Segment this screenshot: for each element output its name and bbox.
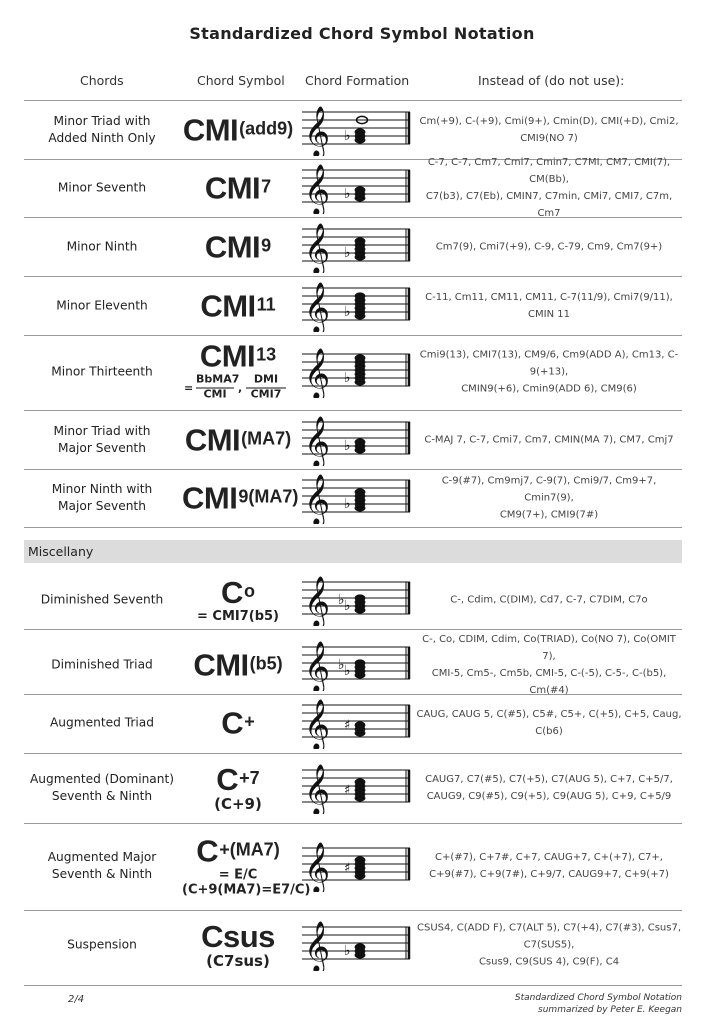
chord-staff — [302, 758, 412, 818]
chord-symbol-suffix: +7 — [239, 767, 260, 788]
chord-symbol — [182, 170, 294, 206]
chord-equivalent: = E/C — [218, 867, 258, 883]
chord-name-line: Seventh & Ninth — [51, 867, 153, 881]
alternate-line: C-, Cdim, C(DIM), Cd7, C-7, C7DIM, C7o — [450, 594, 648, 606]
svg-text:𝄞: 𝄞 — [304, 641, 331, 691]
svg-text:𝄞: 𝄞 — [304, 106, 331, 156]
svg-text:♭: ♭ — [344, 245, 351, 261]
chord-symbol-suffix: (b5) — [249, 653, 283, 674]
alternate-symbols — [416, 347, 682, 398]
chord-symbol-main: CMI — [182, 480, 238, 516]
chord-symbol-suffix: 7 — [261, 176, 272, 197]
chord-symbol-suffix: (add9) — [239, 118, 294, 139]
alternate-line: CMI-5, Cm5-, Cm5b, CMI-5, C-(-5), C-5-, C-(b5), Cm(#4) — [431, 668, 667, 696]
chord-name — [24, 364, 180, 381]
chord-staff — [302, 570, 412, 630]
alternate-line: C-MAJ 7, C-7, Cmi7, Cm7, CMIN(MA 7), CM7, Cmj7 — [424, 434, 674, 446]
alternate-line: Csus9, C9(SUS 4), C9(F), C4 — [478, 956, 620, 968]
svg-text:♭: ♭ — [338, 592, 345, 608]
chord-name — [24, 298, 180, 315]
chord-name — [24, 180, 180, 197]
row-divider — [24, 985, 682, 986]
alternate-line: C-, Co, CDIM, Cdim, Co(TRIAD), Co(NO 7), Co(OMIT 7), — [422, 634, 676, 662]
chord-symbol-main: CMI — [182, 112, 239, 148]
chord-name — [24, 113, 180, 147]
alternate-symbols — [416, 239, 682, 256]
chord-name-line: Minor Thirteenth — [51, 364, 153, 379]
footer-author: summarized by Peter E. Keegan — [538, 1005, 682, 1015]
chord-symbol-suffix: +(MA7) — [219, 839, 280, 860]
chord-staff — [302, 693, 412, 753]
header-symbol: Chord Symbol — [197, 73, 285, 88]
svg-text:♭: ♭ — [344, 304, 351, 320]
row-divider — [24, 823, 682, 824]
chord-name-line: Suspension — [67, 937, 137, 952]
chord-symbol — [182, 577, 294, 623]
alternate-symbols — [416, 473, 682, 524]
alternate-line: C-11, Cm11, CM11, CM11, C-7(11/9), Cmi7(9/11), CMIN 11 — [425, 292, 673, 320]
chord-symbol-suffix: + — [244, 711, 255, 732]
chord-name-line: Added Ninth Only — [48, 131, 156, 145]
chord-staff — [302, 276, 412, 336]
chord-symbol-main: CMI — [193, 647, 249, 683]
header-instead: Instead of (do not use): — [478, 73, 625, 88]
chord-symbol-suffix: o — [243, 580, 255, 601]
chord-staff — [302, 468, 412, 528]
svg-text:♭: ♭ — [344, 370, 351, 386]
alternate-line: Cm7(9), Cmi7(+9), C-9, C-79, Cm9, Cm7(9+) — [435, 241, 663, 253]
chord-symbol-suffix: 11 — [256, 294, 276, 315]
chord-name — [24, 592, 180, 609]
chord-symbol-main: Csus — [201, 919, 275, 954]
svg-text:𝄞: 𝄞 — [304, 223, 331, 273]
svg-text:♭: ♭ — [338, 657, 345, 673]
chord-name — [24, 481, 180, 515]
chord-name — [24, 423, 180, 457]
chord-symbol-main: CMI — [200, 288, 256, 324]
comma: , — [238, 381, 243, 395]
alternate-line: Cmi9(13), CMI7(13), CM9/6, Cm9(ADD A), Cm13, C-9(+13), — [419, 349, 679, 378]
alternate-line: C-7, C-7, Cm7, Cml7, Cmin7, C7MI, CM7, CMI(7), CM(Bb), — [427, 157, 671, 185]
chord-name — [24, 715, 180, 732]
alternate-symbols — [416, 631, 682, 699]
chord-symbol-suffix: 13 — [256, 344, 277, 365]
alternate-symbols — [416, 432, 682, 449]
fraction-top: DMI — [253, 372, 279, 386]
page-title: Standardized Chord Symbol Notation — [189, 24, 535, 43]
alternate-line: CM9(7+), CMI9(7#) — [499, 509, 599, 521]
chord-symbol-main: CMI — [204, 229, 261, 265]
chord-name-line: Major Seventh — [58, 499, 146, 513]
chord-symbol — [182, 647, 294, 683]
svg-text:𝄞: 𝄞 — [304, 164, 331, 214]
alternate-line: C-9(#7), Cm9mj7, C-9(7), Cmi9/7, Cm9+7, Cmin7(9), — [441, 475, 657, 504]
alternate-symbols — [416, 706, 682, 740]
chord-name-line: Diminished Triad — [51, 657, 153, 672]
chord-name-line: Minor Triad with — [53, 424, 151, 438]
chord-staff — [302, 635, 412, 695]
chord-staff — [302, 915, 412, 975]
chord-symbol-main: CMI — [184, 422, 241, 458]
chord-staff — [302, 342, 412, 402]
row-divider — [24, 910, 682, 911]
chord-equivalents — [182, 374, 294, 404]
chord-name — [24, 771, 180, 805]
svg-text:𝄞: 𝄞 — [304, 921, 331, 971]
alternate-line: CMI9(NO 7) — [520, 133, 578, 144]
chord-symbol — [182, 112, 294, 148]
alternate-line: CAUG7, C7(#5), C7(+5), C7(AUG 5), C+7, C+5/7, — [425, 774, 673, 785]
chord-symbol — [182, 229, 294, 265]
chord-name-line: Minor Triad with — [53, 114, 151, 128]
chord-name-line: Minor Ninth — [66, 239, 138, 254]
chord-symbol-suffix: 9 — [261, 235, 272, 256]
chord-symbol — [182, 338, 294, 404]
chord-symbol — [182, 764, 294, 812]
alternate-symbols — [416, 920, 682, 971]
svg-text:♭: ♭ — [344, 496, 351, 512]
alternate-line: CMIN9(+6), Cmin9(ADD 6), CM9(6) — [461, 383, 637, 395]
svg-text:𝄞: 𝄞 — [304, 764, 331, 814]
chord-name-line: Minor Ninth with — [51, 482, 153, 496]
svg-text:𝄞: 𝄞 — [304, 699, 331, 749]
row-divider — [24, 753, 682, 754]
section-miscellany: Miscellany — [24, 540, 682, 563]
svg-text:♭: ♭ — [344, 598, 351, 614]
svg-text:♭: ♭ — [344, 438, 351, 454]
svg-text:♭: ♭ — [344, 186, 351, 202]
svg-text:♭: ♭ — [344, 943, 351, 959]
footer-credit — [515, 992, 682, 1016]
alternate-line: C7(b3), C7(Eb), CMIN7, C7min, CMi7, CMI7, C7m, Cm7 — [425, 191, 673, 219]
chord-symbol — [182, 480, 299, 516]
chord-symbol-main: CMI — [199, 338, 256, 374]
chord-symbol-main: C — [221, 705, 244, 741]
chord-equivalent: = CMI7(b5) — [196, 609, 279, 624]
chord-symbol-main: C — [216, 762, 239, 797]
alternate-line: Cm(+9), C-(+9), Cmi(9+), Cmin(D), CMI(+D), Cmi2, — [419, 116, 679, 127]
page-number: 2/4 — [68, 994, 85, 1005]
svg-text:𝄞: 𝄞 — [304, 282, 331, 332]
svg-text:♯: ♯ — [344, 783, 351, 798]
chord-symbol — [182, 422, 294, 458]
svg-text:♯: ♯ — [344, 718, 351, 733]
chord-symbol-main: C — [221, 575, 243, 610]
chord-name-line: Major Seventh — [58, 441, 146, 455]
footer-title: Standardized Chord Symbol Notation — [514, 993, 682, 1003]
chord-staff — [302, 217, 412, 277]
alternate-line: C+(#7), C+7#, C+7, CAUG+7, C+(+7), C7+, — [435, 852, 663, 863]
chord-name-line: Augmented Major — [47, 850, 157, 864]
header-formation: Chord Formation — [305, 73, 410, 88]
alternate-symbols — [416, 849, 682, 883]
alternate-line: CSUS4, C(ADD F), C7(ALT 5), C7(+4), C7(#3), Csus7, C7(SUS5), — [417, 922, 681, 951]
svg-text:𝄞: 𝄞 — [304, 842, 331, 892]
fraction-bottom: CMI7 — [246, 388, 286, 400]
svg-text:♭: ♭ — [344, 128, 351, 144]
chord-staff — [302, 158, 412, 218]
alternate-line: CAUG, CAUG 5, C(#5), C5#, C5+, C(+5), C+5, Caug, C(b6) — [416, 709, 682, 737]
equals-sign: = — [184, 381, 194, 395]
fraction-top: BbMA7 — [196, 372, 240, 386]
alternate-symbols — [416, 113, 682, 147]
alternate-line: C+9(#7), C+9(7#), C+9/7, CAUG9+7, C+9(+7) — [429, 869, 669, 880]
alternate-symbols — [416, 289, 682, 323]
alternate-symbols — [416, 771, 682, 805]
chord-symbol-main: C — [196, 833, 219, 869]
chord-name — [24, 937, 180, 954]
chord-name-line: Minor Eleventh — [56, 298, 148, 313]
header-chords: Chords — [80, 73, 124, 88]
chord-name — [24, 657, 180, 674]
chord-alternate: (C+9) — [214, 795, 262, 813]
chord-symbol — [182, 921, 294, 969]
chord-name — [24, 849, 180, 883]
svg-text:𝄞: 𝄞 — [304, 576, 331, 626]
chord-symbol — [182, 833, 311, 898]
chord-alternate: (C+9(MA7)=E7/C) — [182, 882, 311, 898]
chord-symbol-suffix: (MA7) — [241, 428, 292, 449]
chord-name — [24, 239, 180, 256]
svg-text:𝄞: 𝄞 — [304, 348, 331, 398]
svg-text:𝄞: 𝄞 — [304, 474, 331, 524]
chord-alternate: (C7sus) — [206, 952, 270, 970]
svg-text:♭: ♭ — [344, 663, 351, 679]
chord-name-line: Augmented Triad — [49, 715, 155, 730]
alternate-symbols — [416, 154, 682, 222]
fraction-bottom: CMI — [196, 388, 234, 400]
chord-name-line: Seventh & Ninth — [51, 789, 153, 803]
alternate-line: CAUG9, C9(#5), C9(+5), C9(AUG 5), C+9, C+5/9 — [426, 791, 672, 802]
chord-symbol-suffix: 9(MA7) — [238, 486, 299, 507]
svg-text:𝄞: 𝄞 — [304, 416, 331, 466]
alternate-symbols — [416, 592, 682, 609]
chord-name-line: Minor Seventh — [57, 180, 147, 195]
chord-name-line: Augmented (Dominant) — [29, 772, 175, 786]
chord-staff — [302, 836, 412, 896]
svg-text:♯: ♯ — [344, 861, 351, 876]
chord-staff — [302, 100, 412, 160]
chord-symbol — [182, 705, 294, 741]
chord-symbol — [182, 288, 294, 324]
chord-symbol-main: CMI — [204, 170, 261, 206]
chord-name-line: Diminished Seventh — [40, 592, 164, 607]
chord-staff — [302, 410, 412, 470]
